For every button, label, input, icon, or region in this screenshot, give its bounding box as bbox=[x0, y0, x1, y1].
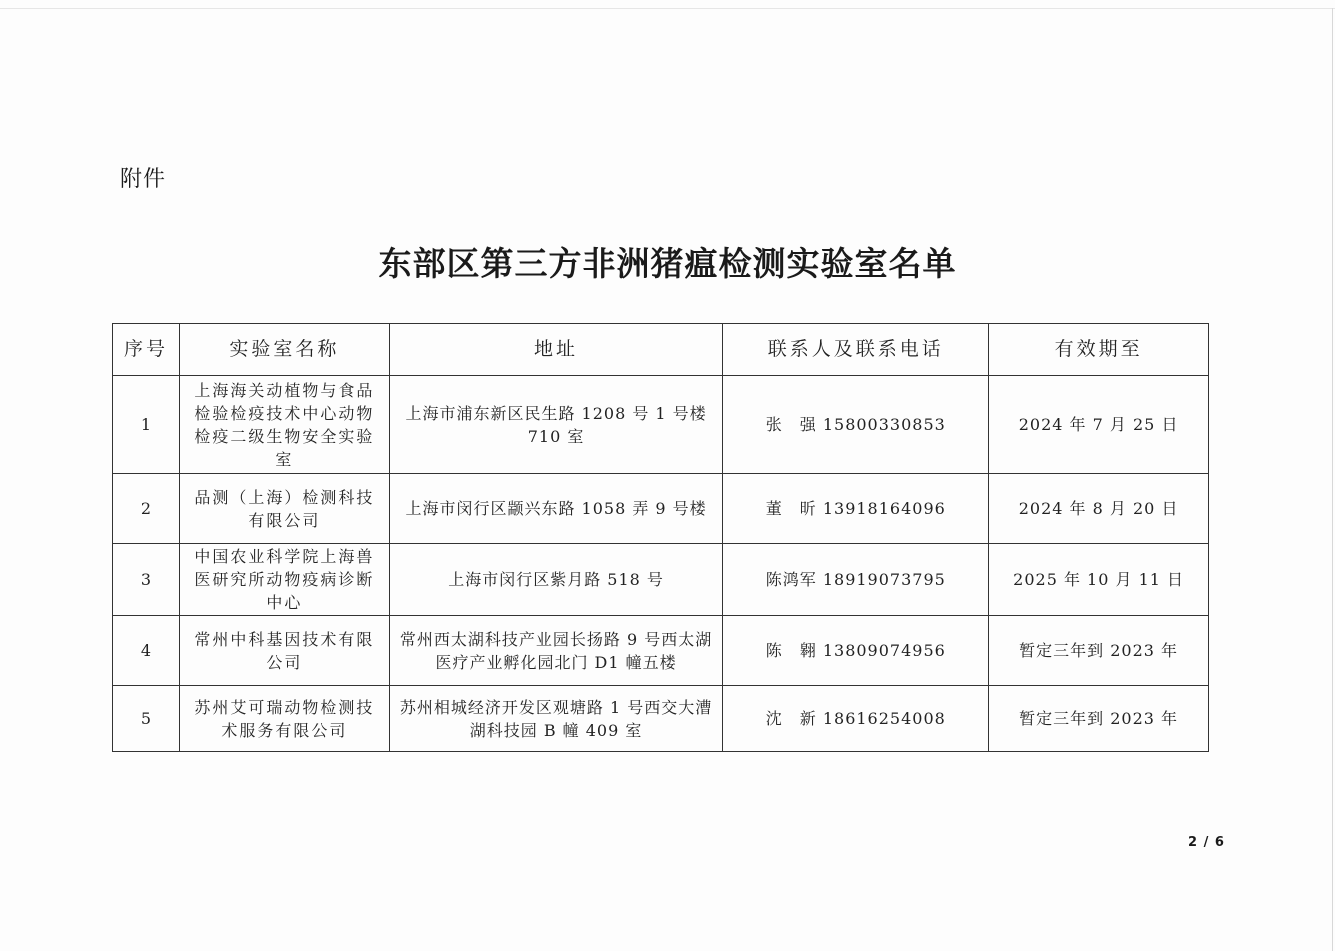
header-contact: 联系人及联系电话 bbox=[723, 324, 989, 376]
table-header-row bbox=[113, 324, 1209, 376]
page-number: 2 / 6 bbox=[1188, 835, 1225, 850]
row-address: 上海市浦东新区民生路 1208 号 1 号楼 710 室 bbox=[389, 376, 723, 474]
row-contact: 沈 新 18616254008 bbox=[723, 686, 989, 752]
row-index: 1 bbox=[113, 376, 180, 474]
row-lab-name: 品测（上海）检测科技有限公司 bbox=[179, 474, 389, 544]
lab-list-table-wrap bbox=[112, 323, 1209, 752]
row-address: 苏州相城经济开发区观塘路 1 号西交大漕湖科技园 B 幢 409 室 bbox=[389, 686, 723, 752]
row-address: 上海市闵行区紫月路 518 号 bbox=[389, 544, 723, 616]
lab-list-table bbox=[112, 323, 1209, 752]
row-contact: 陈鸿军 18919073795 bbox=[723, 544, 989, 616]
row-lab-name: 苏州艾可瑞动物检测技术服务有限公司 bbox=[179, 686, 389, 752]
scan-edge-right bbox=[1332, 8, 1333, 951]
row-lab-name: 上海海关动植物与食品检验检疫技术中心动物检疫二级生物安全实验室 bbox=[179, 376, 389, 474]
row-contact: 陈 翱 13809074956 bbox=[723, 616, 989, 686]
row-address: 上海市闵行区颛兴东路 1058 弄 9 号楼 bbox=[389, 474, 723, 544]
header-index: 序号 bbox=[113, 324, 180, 376]
row-lab-name: 常州中科基因技术有限公司 bbox=[179, 616, 389, 686]
attachment-label: 附件 bbox=[120, 167, 167, 192]
header-lab-name: 实验室名称 bbox=[179, 324, 389, 376]
table-row bbox=[113, 376, 1209, 474]
table-row bbox=[113, 544, 1209, 616]
table-row bbox=[113, 474, 1209, 544]
row-index: 2 bbox=[113, 474, 180, 544]
row-valid-until: 2025 年 10 月 11 日 bbox=[989, 544, 1209, 616]
row-index: 5 bbox=[113, 686, 180, 752]
row-contact: 张 强 15800330853 bbox=[723, 376, 989, 474]
table-row bbox=[113, 616, 1209, 686]
row-lab-name: 中国农业科学院上海兽医研究所动物疫病诊断中心 bbox=[179, 544, 389, 616]
header-address: 地址 bbox=[389, 324, 723, 376]
row-index: 4 bbox=[113, 616, 180, 686]
row-valid-until: 2024 年 8 月 20 日 bbox=[989, 474, 1209, 544]
header-valid-until: 有效期至 bbox=[989, 324, 1209, 376]
row-valid-until: 2024 年 7 月 25 日 bbox=[989, 376, 1209, 474]
scan-edge-top bbox=[0, 8, 1335, 9]
row-index: 3 bbox=[113, 544, 180, 616]
document-title: 东部区第三方非洲猪瘟检测实验室名单 bbox=[378, 244, 957, 283]
row-address: 常州西太湖科技产业园长扬路 9 号西太湖医疗产业孵化园北门 D1 幢五楼 bbox=[389, 616, 723, 686]
row-valid-until: 暂定三年到 2023 年 bbox=[989, 686, 1209, 752]
row-contact: 董 昕 13918164096 bbox=[723, 474, 989, 544]
row-valid-until: 暂定三年到 2023 年 bbox=[989, 616, 1209, 686]
table-row bbox=[113, 686, 1209, 752]
